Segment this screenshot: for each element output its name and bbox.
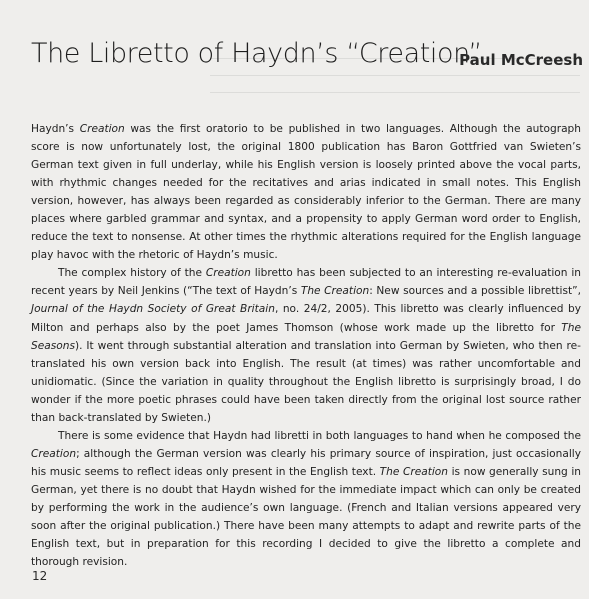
text-run: , no. 24/2, 2005). This libretto was clearly influenced by Milton and perhaps also by the poet James Thomson (whose work made up the libretto for <box>31 303 581 334</box>
text-run: ; although the German version was clearly his primary source of inspiration, just occasionally his music seems to reflect ideas only present in the English text. <box>31 447 581 478</box>
italic-title-text: Journal of the Haydn Society of Great Britain <box>31 303 275 316</box>
article-title: The Libretto of Haydn’s “Creation” <box>31 38 482 69</box>
text-run: libretto has been subjected to an interesting re-evaluation in recent years by Neil Jenkins (“The text of Haydn’s <box>31 267 581 298</box>
text-run: Haydn’s <box>31 123 80 135</box>
page-number: 12 <box>32 569 48 583</box>
italic-title-text: Creation <box>31 447 77 460</box>
paragraph <box>31 120 581 264</box>
text-run: ). It went through substantial alteration and translation into German by Swieten, who then re-translated his own version back into English. The result (at times) was rather uncomfortable and unidiomatic. (Since the variation in quality throughout the English libretto is surprisingly broad, I do wonder if the more poetic phrases could have been taken directly from the original lost source rather than back-translated by Swieten.) <box>31 339 581 424</box>
text-run: is now generally sung in German, yet there is no doubt that Haydn wished for the immediate impact which can only be created by performing the work in the audience’s own language. (French and Italian versions appeared very soon after the original publication.) There have been many attempts to adapt and rewrite parts of the English text, but in preparation for this recording I decided to give the libretto a complete and thorough revision. <box>31 465 582 569</box>
text-run: There is some evidence that Haydn had libretti in both languages to hand when he composed the <box>58 429 581 442</box>
author-name: Paul McCreesh <box>459 51 583 69</box>
article-header <box>31 38 583 78</box>
italic-title-text: Creation <box>79 123 125 135</box>
italic-title-text: The Creation <box>300 285 370 298</box>
text-run: was the first oratorio to be published in two languages. Although the autograph score is now unfortunately lost, the original 1800 publication has Baron Gottfried van Swieten’s German text given in full underlay, while his English version is loosely printed above the vocal parts, with rhythmic changes needed for the recitatives and arias indicated in small notes. This English version, however, has always been regarded as considerably inferior to the German. There are many places where garbled grammar and syntax, and a propensity to apply German word order to English, reduce the text to nonsense. At other times the rhythmic alterations required for the English language play havoc with the rhetoric of Haydn’s music. <box>31 123 581 262</box>
italic-title-text: The Seasons <box>31 321 581 352</box>
italic-title-text: Creation <box>205 267 251 280</box>
italic-title-text: The Creation <box>379 465 449 478</box>
article-body <box>31 120 581 571</box>
paragraph <box>31 264 581 426</box>
text-run: : New sources and a possible librettist”, <box>369 285 581 298</box>
text-run: The complex history of the <box>58 267 206 280</box>
paragraph <box>31 427 581 571</box>
